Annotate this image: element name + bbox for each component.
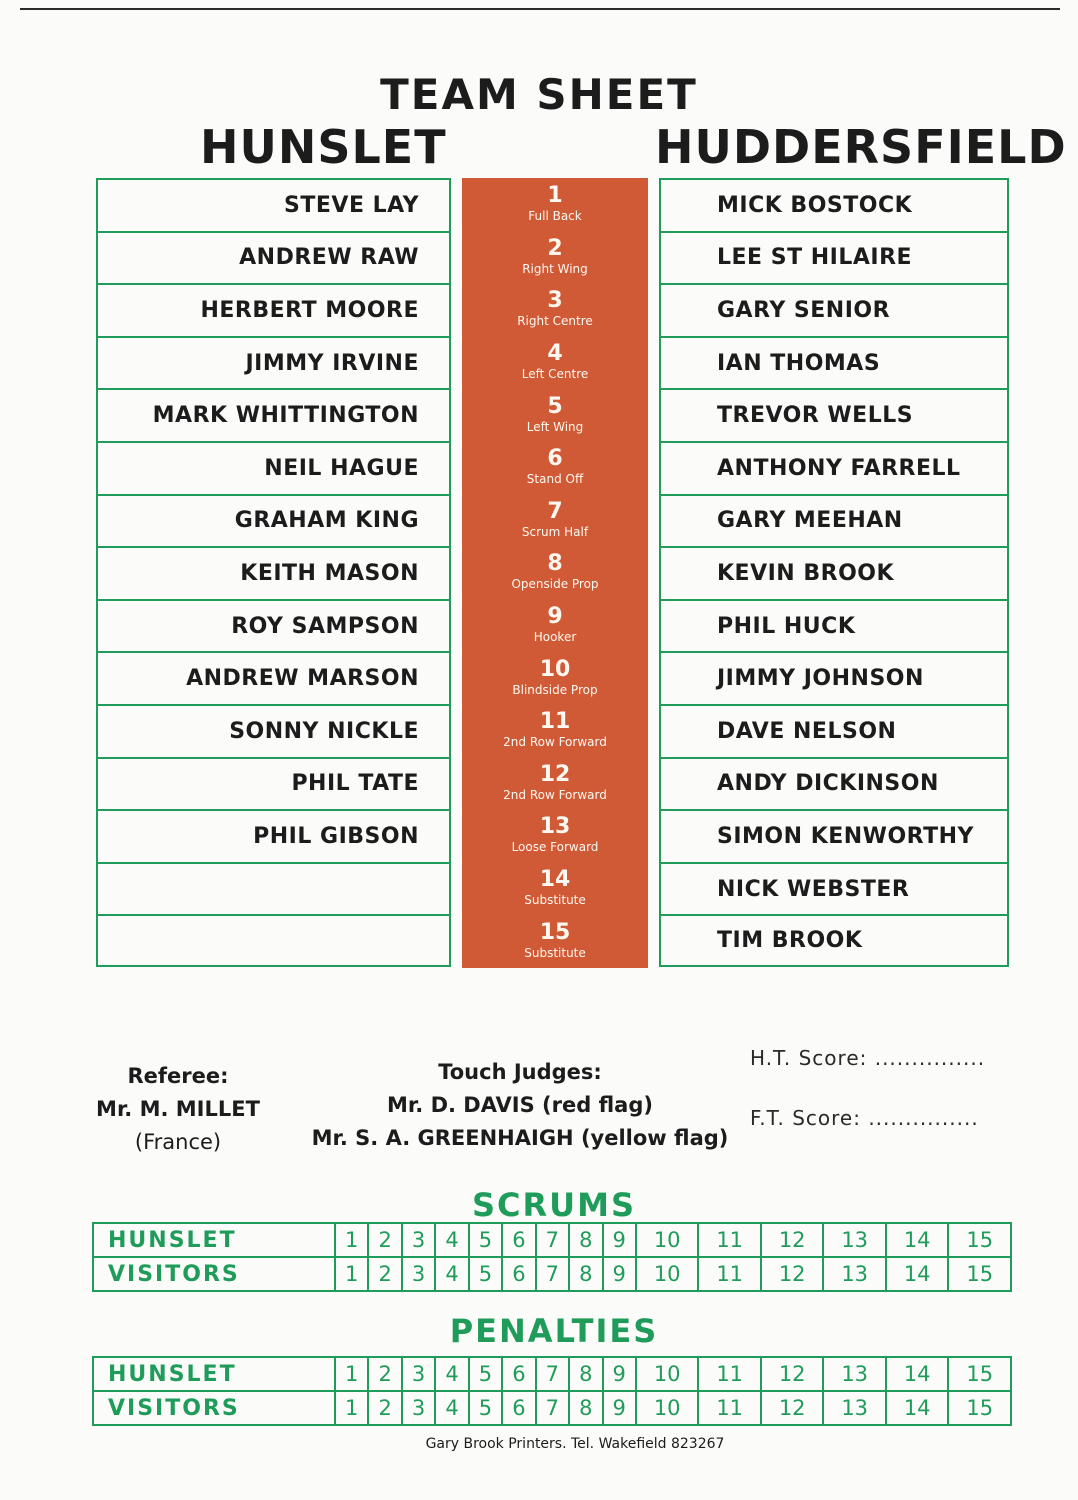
position-number: 9 <box>547 604 563 630</box>
tally-number-cell: 7 <box>536 1223 569 1257</box>
position-label: Stand Off <box>526 472 584 487</box>
player-name: ROY SAMPSON <box>231 613 419 639</box>
tally-number-cell: 5 <box>469 1357 502 1391</box>
tally-number-cell: 3 <box>402 1257 435 1291</box>
tally-number-cell: 13 <box>823 1257 886 1291</box>
player-name: KEITH MASON <box>240 560 419 586</box>
tally-number-cell: 12 <box>761 1357 824 1391</box>
player-name: NICK WEBSTER <box>717 876 910 902</box>
position-number: 13 <box>539 814 571 840</box>
tally-number-cell: 14 <box>886 1357 949 1391</box>
player-name: GARY MEEHAN <box>717 508 903 534</box>
tally-number-cell: 11 <box>698 1223 761 1257</box>
player-row <box>659 388 1009 441</box>
player-row <box>96 494 451 547</box>
position-cell <box>462 178 648 231</box>
scrums-table <box>92 1222 1012 1292</box>
tally-number-cell: 4 <box>435 1257 468 1291</box>
tally-number-cell: 11 <box>698 1357 761 1391</box>
player-row <box>96 283 451 336</box>
tally-number-cell: 2 <box>368 1391 401 1425</box>
player-name: SIMON KENWORTHY <box>717 823 974 849</box>
position-number: 15 <box>539 919 571 945</box>
tally-team-label: VISITORS <box>93 1257 335 1291</box>
tally-team-label: VISITORS <box>93 1391 335 1425</box>
tally-number-cell: 14 <box>886 1223 949 1257</box>
tally-number-cell: 7 <box>536 1357 569 1391</box>
tally-number-cell: 4 <box>435 1357 468 1391</box>
tally-number-cell: 8 <box>569 1223 602 1257</box>
tally-number-cell: 1 <box>335 1357 368 1391</box>
position-number: 1 <box>547 183 563 209</box>
tally-number-cell: 13 <box>823 1223 886 1257</box>
player-row <box>659 336 1009 389</box>
position-cell <box>462 914 648 967</box>
tally-number-cell: 5 <box>469 1391 502 1425</box>
position-cell <box>462 862 648 915</box>
tally-number-cell: 8 <box>569 1357 602 1391</box>
position-cell <box>462 336 648 389</box>
position-label: Hooker <box>533 630 577 645</box>
position-number: 4 <box>547 341 563 367</box>
player-row <box>659 178 1009 231</box>
scrums-heading: SCRUMS <box>471 1186 637 1224</box>
position-cell <box>462 283 648 336</box>
tally-number-cell: 1 <box>335 1257 368 1291</box>
tally-number-cell: 6 <box>502 1357 535 1391</box>
tally-number-cell: 3 <box>402 1223 435 1257</box>
player-row <box>659 914 1009 967</box>
player-row <box>96 546 451 599</box>
position-label: Substitute <box>524 893 586 908</box>
position-cell <box>462 757 648 810</box>
position-label: Full Back <box>528 209 582 224</box>
tally-number-cell: 8 <box>569 1391 602 1425</box>
tally-number-cell: 5 <box>469 1257 502 1291</box>
player-row <box>96 336 451 389</box>
player-row <box>96 757 451 810</box>
player-row <box>96 441 451 494</box>
player-name: JIMMY JOHNSON <box>717 666 924 692</box>
player-row <box>96 388 451 441</box>
player-name: PHIL HUCK <box>717 613 856 639</box>
printer-credit: Gary Brook Printers. Tel. Wakefield 823267 <box>425 1436 725 1452</box>
page-title: TEAM SHEET <box>380 70 698 119</box>
position-number: 12 <box>539 761 571 787</box>
position-cell <box>462 494 648 547</box>
player-row <box>659 704 1009 757</box>
player-name: ANDREW MARSON <box>186 666 419 692</box>
position-cell <box>462 599 648 652</box>
player-name: TIM BROOK <box>717 928 863 954</box>
player-row <box>659 231 1009 284</box>
player-name: GRAHAM KING <box>234 508 419 534</box>
player-name: MICK BOSTOCK <box>717 192 913 218</box>
player-name: PHIL TATE <box>291 771 419 797</box>
player-row <box>659 757 1009 810</box>
player-name: IAN THOMAS <box>717 350 881 376</box>
player-name: ANDREW RAW <box>239 245 419 271</box>
position-label: Left Wing <box>526 419 584 434</box>
player-row <box>96 651 451 704</box>
tally-row <box>93 1257 1011 1291</box>
player-row <box>659 283 1009 336</box>
tally-number-cell: 2 <box>368 1257 401 1291</box>
player-row <box>659 546 1009 599</box>
position-number: 2 <box>547 235 563 261</box>
penalties-table <box>92 1356 1012 1426</box>
tally-number-cell: 10 <box>636 1257 699 1291</box>
position-cell <box>462 231 648 284</box>
tally-number-cell: 5 <box>469 1223 502 1257</box>
player-name: TREVOR WELLS <box>717 403 914 429</box>
tally-number-cell: 13 <box>823 1357 886 1391</box>
position-number: 6 <box>547 446 563 472</box>
tally-number-cell: 12 <box>761 1391 824 1425</box>
player-row <box>659 441 1009 494</box>
position-cell <box>462 546 648 599</box>
tally-number-cell: 2 <box>368 1223 401 1257</box>
tally-number-cell: 11 <box>698 1257 761 1291</box>
position-number: 5 <box>547 393 563 419</box>
player-row <box>96 862 451 915</box>
player-name: STEVE LAY <box>284 192 419 218</box>
position-label: 2nd Row Forward <box>503 735 607 750</box>
tally-row <box>93 1223 1011 1257</box>
position-cell <box>462 809 648 862</box>
tally-number-cell: 12 <box>761 1257 824 1291</box>
touch-judge-1: Mr. D. DAVIS (red flag) <box>387 1093 653 1117</box>
position-label: Blindside Prop <box>512 682 598 697</box>
player-row <box>659 862 1009 915</box>
tally-number-cell: 1 <box>335 1391 368 1425</box>
tally-number-cell: 1 <box>335 1223 368 1257</box>
tally-number-cell: 7 <box>536 1257 569 1291</box>
player-name: ANTHONY FARRELL <box>717 455 961 481</box>
player-row <box>96 231 451 284</box>
tally-team-label: HUNSLET <box>93 1357 335 1391</box>
half-time-score: H.T. Score: ............... <box>750 1046 986 1070</box>
tally-number-cell: 3 <box>402 1357 435 1391</box>
position-label: Scrum Half <box>521 524 589 539</box>
tally-row <box>93 1357 1011 1391</box>
tally-team-label: HUNSLET <box>93 1223 335 1257</box>
position-label: Left Centre <box>521 367 589 382</box>
tally-number-cell: 2 <box>368 1357 401 1391</box>
player-name: DAVE NELSON <box>717 718 897 744</box>
tally-number-cell: 3 <box>402 1391 435 1425</box>
tally-number-cell: 9 <box>603 1357 636 1391</box>
tally-number-cell: 4 <box>435 1391 468 1425</box>
tally-number-cell: 14 <box>886 1257 949 1291</box>
tally-number-cell: 13 <box>823 1391 886 1425</box>
player-name: KEVIN BROOK <box>717 560 895 586</box>
top-rule <box>20 8 1060 10</box>
player-row <box>96 809 451 862</box>
tally-number-cell: 15 <box>948 1357 1011 1391</box>
tally-number-cell: 10 <box>636 1391 699 1425</box>
tally-number-cell: 14 <box>886 1391 949 1425</box>
tally-number-cell: 6 <box>502 1391 535 1425</box>
player-name: NEIL HAGUE <box>264 455 419 481</box>
tally-number-cell: 6 <box>502 1257 535 1291</box>
player-row <box>96 599 451 652</box>
position-label: Substitute <box>524 945 586 960</box>
home-team-name: HUNSLET <box>200 120 447 174</box>
player-row <box>659 494 1009 547</box>
tally-number-cell: 12 <box>761 1223 824 1257</box>
referee-country: (France) <box>134 1130 222 1154</box>
player-name: HERBERT MOORE <box>200 297 419 323</box>
tally-number-cell: 6 <box>502 1223 535 1257</box>
tally-number-cell: 4 <box>435 1223 468 1257</box>
player-name: SONNY NICKLE <box>229 718 419 744</box>
position-label: Right Wing <box>522 261 588 276</box>
tally-number-cell: 9 <box>603 1391 636 1425</box>
player-name: PHIL GIBSON <box>253 823 419 849</box>
player-name: LEE ST HILAIRE <box>717 245 913 271</box>
position-label: Loose Forward <box>511 840 599 855</box>
home-roster <box>96 178 451 967</box>
referee-block <box>88 1060 268 1159</box>
position-number: 10 <box>539 656 571 682</box>
player-name: GARY SENIOR <box>717 297 891 323</box>
position-label: Right Centre <box>517 314 593 329</box>
position-number: 3 <box>547 288 563 314</box>
touch-judge-2: Mr. S. A. GREENHAIGH (yellow flag) <box>311 1126 729 1150</box>
position-label: 2nd Row Forward <box>503 787 607 802</box>
position-number: 11 <box>539 709 571 735</box>
tally-number-cell: 7 <box>536 1391 569 1425</box>
position-number: 7 <box>547 498 563 524</box>
player-name: JIMMY IRVINE <box>245 350 419 376</box>
tally-number-cell: 9 <box>603 1257 636 1291</box>
away-team-name: HUDDERSFIELD <box>655 120 1067 174</box>
player-row <box>96 704 451 757</box>
position-cell <box>462 388 648 441</box>
player-name: MARK WHITTINGTON <box>152 403 419 429</box>
tally-row <box>93 1391 1011 1425</box>
tally-number-cell: 9 <box>603 1223 636 1257</box>
touch-judges-label: Touch Judges: <box>438 1060 602 1084</box>
player-row <box>96 914 451 967</box>
penalties-heading: PENALTIES <box>449 1312 659 1350</box>
position-label: Openside Prop <box>511 577 599 592</box>
position-cell <box>462 704 648 757</box>
full-time-score: F.T. Score: ............... <box>750 1106 979 1130</box>
tally-number-cell: 15 <box>948 1223 1011 1257</box>
referee-name: Mr. M. MILLET <box>96 1097 260 1121</box>
touch-judges-block <box>300 1056 740 1155</box>
position-number: 8 <box>547 551 563 577</box>
position-cell <box>462 651 648 704</box>
player-name: ANDY DICKINSON <box>717 771 939 797</box>
tally-number-cell: 10 <box>636 1223 699 1257</box>
positions-column <box>462 178 648 968</box>
tally-number-cell: 10 <box>636 1357 699 1391</box>
player-row <box>659 651 1009 704</box>
away-roster <box>659 178 1009 967</box>
player-row <box>96 178 451 231</box>
tally-number-cell: 8 <box>569 1257 602 1291</box>
tally-number-cell: 15 <box>948 1257 1011 1291</box>
referee-label: Referee: <box>127 1064 229 1088</box>
player-row <box>659 809 1009 862</box>
position-number: 14 <box>539 867 571 893</box>
tally-number-cell: 11 <box>698 1391 761 1425</box>
player-row <box>659 599 1009 652</box>
position-cell <box>462 441 648 494</box>
tally-number-cell: 15 <box>948 1391 1011 1425</box>
